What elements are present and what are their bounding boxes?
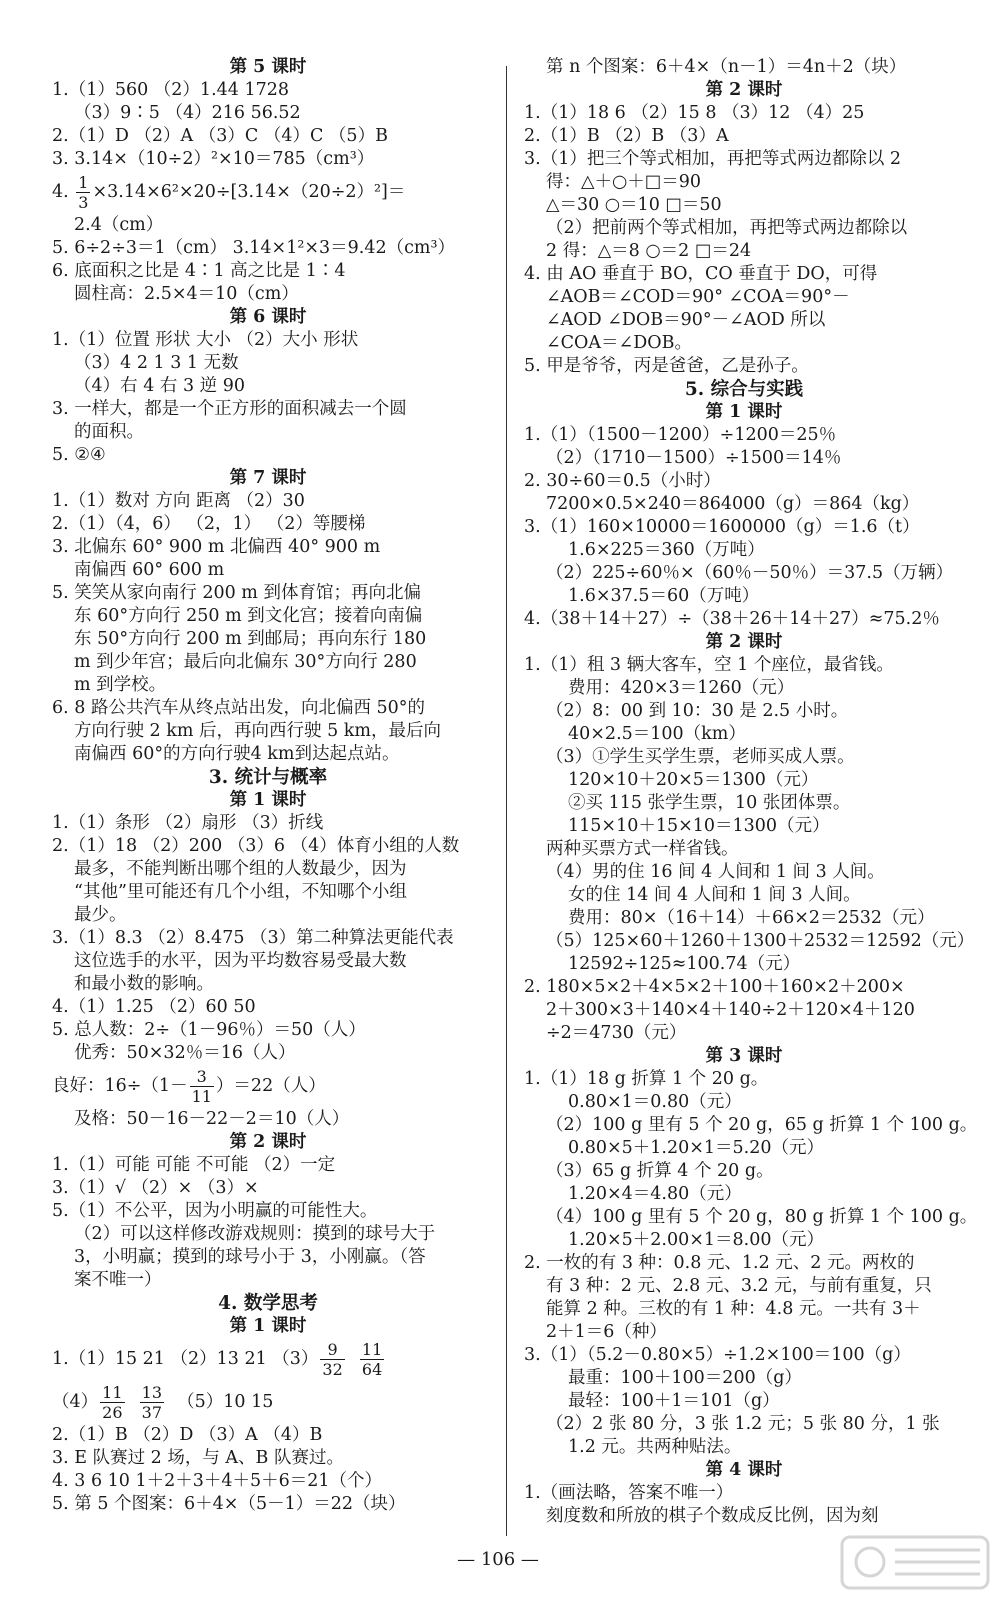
heading-lesson-2: 第 2 课时: [705, 80, 783, 100]
heading-lesson-3: 第 3 课时: [705, 1046, 783, 1066]
answer-line: 0.80×1＝0.80（元）: [568, 1092, 742, 1112]
section-title-math-thinking: 4. 数学思考: [218, 1293, 318, 1314]
answer-line: 刻度数和所放的棋子个数成反比例，因为刻: [546, 1506, 879, 1526]
answer-line: （2）225÷60％×（60％－50％）＝37.5（万辆）: [546, 563, 954, 583]
answer-line: 1.（1）（1500－1200）÷1200＝25％: [524, 425, 837, 445]
answer-line: （3）①学生买学生票，老师买成人票。: [546, 747, 855, 767]
fraction: $\frac{9}{32}$: [322, 1340, 343, 1379]
answer-line: （2）（1710－1500）÷1500＝14％: [546, 448, 842, 468]
answer-line: 3. E 队赛过 2 场，与 A、B 队赛过。: [52, 1448, 344, 1468]
answer-line: 1.20×4＝4.80（元）: [568, 1184, 742, 1204]
answer-line: 1.（画法略，答案不唯一）: [524, 1483, 734, 1503]
answer-line: 最轻：100＋1＝101（g）: [568, 1391, 780, 1411]
answer-line: 1.2 元。共两种贴法。: [568, 1437, 742, 1457]
answer-line: m 到少年宫；最后向北偏东 30°方向行 280: [74, 652, 417, 672]
answer-line: 费用：420×3＝1260（元）: [568, 678, 795, 698]
answer-line: 5. 6÷2÷3＝1（cm） 3.14×1²×3＝9.42（cm³）: [52, 238, 456, 258]
answer-line: 4.（38＋14＋27）÷（38＋26＋14＋27）≈75.2％: [524, 609, 940, 629]
answer-line: 得：△＋○＋□＝90: [546, 172, 702, 192]
answer-line: 方向行驶 2 km 后，再向西行驶 5 km，最后向: [74, 721, 441, 741]
answer-line: 2.（1）18 （2）200 （3）6 （4）体育小组的人数: [52, 836, 460, 856]
answer-line: 1.（1）位置 形状 大小 （2）大小 形状: [52, 330, 359, 350]
answer-line: （4）右 4 右 3 逆 90: [74, 376, 245, 396]
answer-line: 1.（1）18 g 折算 1 个 20 g。: [524, 1069, 769, 1089]
answer-line: 2. 30÷60＝0.5（小时）: [524, 471, 721, 491]
answer-line: 费用：80×（16＋14）＋66×2＝2532（元）: [568, 908, 935, 928]
answer-line: 1.20×5＋2.00×1＝8.00（元）: [568, 1230, 824, 1250]
heading-lesson-7: 第 7 课时: [229, 468, 307, 488]
answer-line: 1.（1）租 3 辆大客车，空 1 个座位，最省钱。: [524, 655, 894, 675]
answer-line: （3）65 g 折算 4 个 20 g。: [546, 1161, 774, 1181]
fraction: $\frac{13}{37}$: [141, 1383, 162, 1422]
answer-line: △＝30 ○＝10 □＝50: [546, 195, 722, 215]
answer-line: 最多，不能判断出哪个组的人数最少，因为: [74, 859, 407, 879]
answer-line: ÷2＝4730（元）: [546, 1023, 687, 1043]
answer-line-fraction: 良好：16÷（1－ $\frac{3}{11}$ ）＝22（人）: [52, 1067, 326, 1106]
heading-lesson-1: 第 1 课时: [229, 1316, 307, 1336]
answer-line: 圆柱高：2.5×4＝10（cm）: [74, 284, 299, 304]
fraction: $\frac{1}{3}$: [78, 173, 89, 212]
answer-line: 5.（1）不公平，因为小明赢的可能性大。: [52, 1201, 378, 1221]
watermark-logo: [840, 1535, 990, 1590]
heading-lesson-6: 第 6 课时: [229, 307, 307, 327]
answer-line: 3. 3.14×（10÷2）²×10＝785（cm³）: [52, 149, 375, 169]
answer-line: （2）可以这样修改游戏规则：摸到的球号大于: [74, 1224, 436, 1244]
answer-line: （2）100 g 里有 5 个 20 g，65 g 折算 1 个 100 g。: [546, 1115, 978, 1135]
answer-line: 4. 3 6 10 1＋2＋3＋4＋5＋6＝21（个）: [52, 1471, 383, 1491]
heading-lesson-1: 第 1 课时: [229, 790, 307, 810]
answer-line: 有 3 种：2 元、2.8 元、3.2 元，与前有重复，只: [546, 1276, 932, 1296]
answer-line: 3，小明赢；摸到的球号小于 3，小刚赢。（答: [74, 1247, 426, 1267]
answer-line: 1.（1）数对 方向 距离 （2）30: [52, 491, 305, 511]
answer-line: 2.（1）B （2）D （3）A （4）B: [52, 1425, 323, 1445]
answer-line: 5. 总人数：2÷（1－96％）＝50（人）: [52, 1020, 366, 1040]
answer-line: 5. 第 5 个图案：6＋4×（5－1）＝22（块）: [52, 1494, 406, 1514]
answer-line: m 到学校。: [74, 675, 167, 695]
answer-line: 6. 8 路公共汽车从终点站出发，向北偏西 50°的: [52, 698, 426, 718]
answer-line: （3）9∶5 （4）216 56.52: [74, 103, 301, 123]
answer-line: 1.（1）可能 可能 不可能 （2）一定: [52, 1155, 336, 1175]
answer-line: ∠COA＝∠DOB。: [546, 333, 692, 353]
answer-line: 120×10＋20×5＝1300（元）: [568, 770, 819, 790]
answer-line: 4. 由 AO 垂直于 BO，CO 垂直于 DO，可得: [524, 264, 878, 284]
answer-line: 3.（1）160×10000＝1600000（g）＝1.6（t）: [524, 517, 920, 537]
section-title-practice: 5. 综合与实践: [684, 379, 804, 400]
answer-line: 3.（1）√ （2）× （3）×: [52, 1178, 259, 1198]
answer-line: 2.（1）B （2）B （3）A: [524, 126, 729, 146]
answer-line: 1.（1）18 6 （2）15 8 （3）12 （4）25: [524, 103, 865, 123]
answer-line: 2＋300×3＋140×4＋140÷2＋120×4＋120: [546, 1000, 915, 1020]
answer-line: 南偏西 60°的方向行驶4 km到达起点站。: [74, 744, 400, 764]
fraction: $\frac{11}{26}$: [102, 1383, 123, 1422]
answer-line: （5）125×60＋1260＋1300＋2532＝12592（元）: [546, 931, 975, 951]
answer-line: 案不唯一）: [74, 1270, 162, 1290]
answer-line: 40×2.5＝100（km）: [568, 724, 746, 744]
answer-line: 2.（1）（4，6） （2，1） （2）等腰梯: [52, 514, 366, 534]
answer-line: （2）2 张 80 分，3 张 1.2 元；5 张 80 分，1 张: [546, 1414, 940, 1434]
answer-line: 南偏西 60° 600 m: [74, 560, 225, 580]
answer-line: （2）把前两个等式相加，再把等式两边都除以: [546, 218, 908, 238]
answer-line: 第 n 个图案：6＋4×（n－1）＝4n＋2（块）: [546, 57, 907, 77]
answer-line: 1.（1）560 （2）1.44 1728: [52, 80, 289, 100]
answer-line-fraction: 4. $\frac{1}{3}$ ×3.14×6²×20÷[3.14×（20÷2）²]＝: [52, 173, 406, 212]
answer-line: 0.80×5＋1.20×1＝5.20（元）: [568, 1138, 824, 1158]
answer-line: ②买 115 张学生票，10 张团体票。: [568, 793, 851, 813]
answer-line: （3）4 2 1 3 1 无数: [74, 353, 239, 373]
answer-line-fraction: 1.（1）15 21 （2）13 21 （3） $\frac{9}{32}$ $\frac{11}{64}$: [52, 1340, 383, 1379]
answer-line: 2.（1）D （2）A （3）C （4）C （5）B: [52, 126, 388, 146]
answer-line: 3.（1）8.3 （2）8.475 （3）第二种算法更能代表: [52, 928, 454, 948]
answer-line: 优秀：50×32％＝16（人）: [74, 1043, 296, 1063]
page-number: — 106 —: [457, 1549, 539, 1570]
fraction: $\frac{3}{11}$: [191, 1067, 212, 1106]
answer-line: 及格：50－16－22－2＝10（人）: [74, 1109, 350, 1129]
answer-line: 两种买票方式一样省钱。: [546, 839, 739, 859]
left-column: [52, 56, 484, 1516]
answer-line: 3.（1）把三个等式相加，再把等式两边都除以 2: [524, 149, 902, 169]
answer-line: 7200×0.5×240＝864000（g）＝864（kg）: [546, 494, 920, 514]
answer-line: 3.（1）（5.2－0.80×5）÷1.2×100＝100（g）: [524, 1345, 911, 1365]
answer-line: 2.4（cm）: [74, 215, 164, 235]
answer-line: （2）8：00 到 10：30 是 2.5 小时。: [546, 701, 849, 721]
answer-line: ∠AOB＝∠COD＝90° ∠COA＝90°－: [546, 287, 850, 307]
heading-lesson-1: 第 1 课时: [705, 402, 783, 422]
answer-line: （4）男的住 16 间 4 人间和 1 间 3 人间。: [546, 862, 885, 882]
answer-line: 东 50°方向行 200 m 到邮局；再向东行 180: [74, 629, 427, 649]
answer-line: 2. 180×5×2＋4×5×2＋100＋160×2＋200×: [524, 977, 905, 997]
answer-line: 2 得：△＝8 ○＝2 □＝24: [546, 241, 752, 261]
fraction: $\frac{11}{64}$: [361, 1340, 383, 1379]
answer-line: 3. 北偏东 60° 900 m 北偏西 40° 900 m: [52, 537, 381, 557]
answer-line: 6. 底面积之比是 4∶1 高之比是 1∶4: [52, 261, 346, 281]
right-column: [524, 56, 978, 1528]
heading-lesson-2: 第 2 课时: [229, 1132, 307, 1152]
answer-line: 12592÷125≈100.74（元）: [568, 954, 801, 974]
answer-line: 这位选手的水平，因为平均数容易受最大数: [74, 951, 407, 971]
answer-line: 115×10＋15×10＝1300（元）: [568, 816, 830, 836]
answer-line: 能算 2 种。三枚的有 1 种：4.8 元。一共有 3＋: [546, 1299, 921, 1319]
answer-line: 1.6×225＝360（万吨）: [568, 540, 765, 560]
answer-line: 5. ②④: [52, 445, 106, 465]
answer-line: 和最小数的影响。: [74, 974, 214, 994]
answer-line: 5. 笑笑从家向南行 200 m 到体育馆；再向北偏: [52, 583, 421, 603]
answer-line: 最重：100＋100＝200（g）: [568, 1368, 802, 1388]
answer-line: 2. 一枚的有 3 种：0.8 元、1.2 元、2 元。两枚的: [524, 1253, 915, 1273]
answer-line: 4.（1）1.25 （2）60 50: [52, 997, 256, 1017]
column-divider: [506, 66, 507, 1536]
answer-line-fraction: （4） $\frac{11}{26}$ $\frac{13}{37}$ （5）10 15: [52, 1383, 274, 1422]
answer-line: 1.6×37.5＝60（万吨）: [568, 586, 760, 606]
answer-line: 东 60°方向行 250 m 到文化宫；接着向南偏: [74, 606, 423, 626]
heading-lesson-5: 第 5 课时: [229, 57, 307, 77]
answer-line: “其他”里可能还有几个小组，不知哪个小组: [74, 882, 407, 902]
heading-lesson-2: 第 2 课时: [705, 632, 783, 652]
answer-line: （4）100 g 里有 5 个 20 g，80 g 折算 1 个 100 g。: [546, 1207, 978, 1227]
answer-line: 3. 一样大，都是一个正方形的面积减去一个圆: [52, 399, 407, 419]
answer-line: 的面积。: [74, 422, 144, 442]
heading-lesson-4: 第 4 课时: [705, 1460, 783, 1480]
section-title-statistics: 3. 统计与概率: [208, 767, 328, 788]
answer-line: ∠AOD ∠DOB＝90°－∠AOD 所以: [546, 310, 826, 330]
answer-line: 5. 甲是爷爷，丙是爸爸，乙是孙子。: [524, 356, 809, 376]
answer-line: 最少。: [74, 905, 127, 925]
answer-line: 女的住 14 间 4 人间和 1 间 3 人间。: [568, 885, 861, 905]
answer-line: 2＋1＝6（种）: [546, 1322, 667, 1342]
answer-line: 1.（1）条形 （2）扇形 （3）折线: [52, 813, 324, 833]
